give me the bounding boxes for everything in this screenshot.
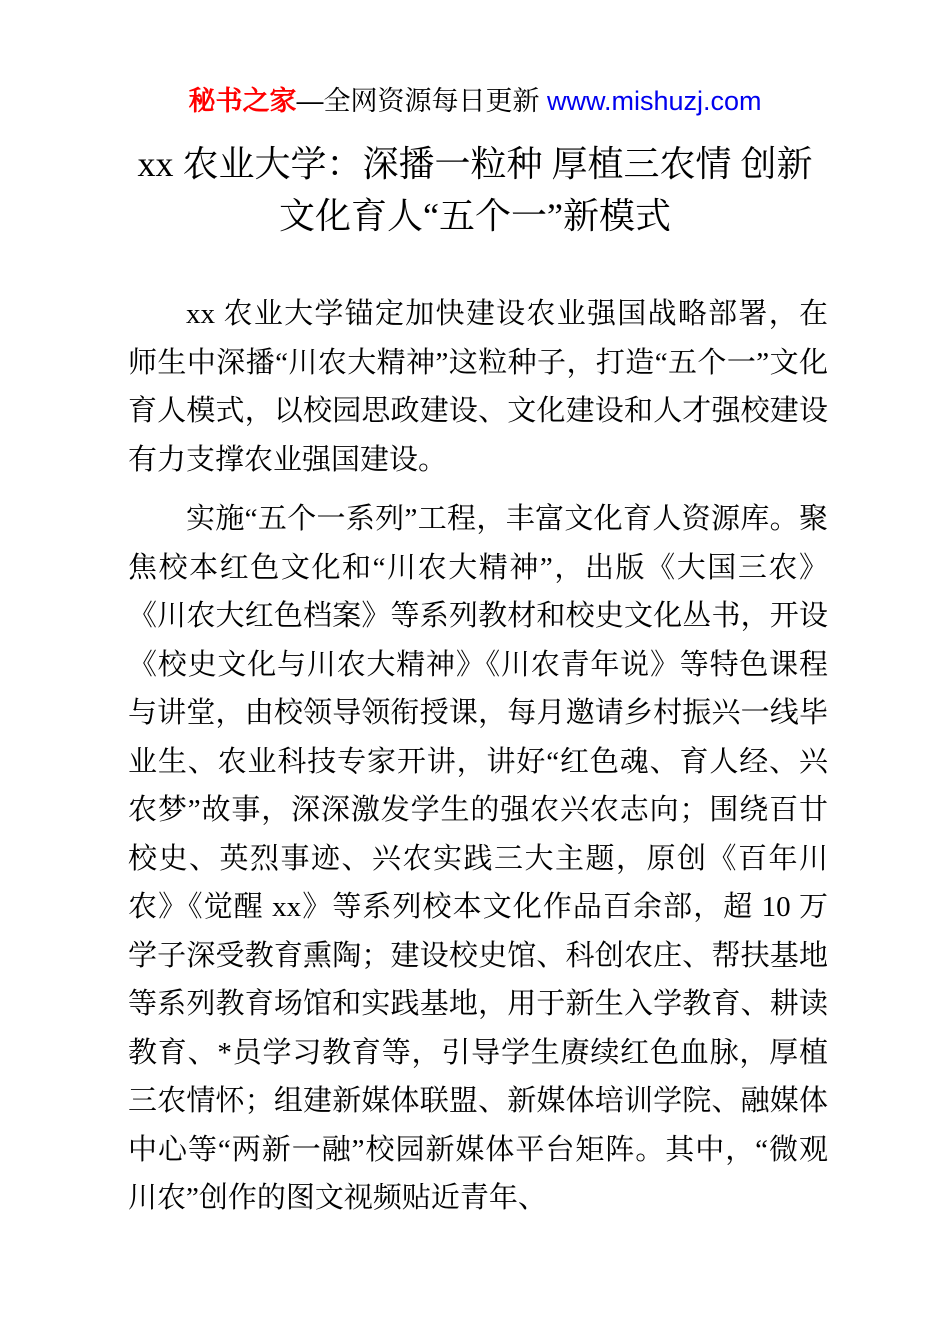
- document-title-line-1: xx 农业大学：深播一粒种 厚植三农情 创新: [137, 144, 813, 184]
- body-paragraph-1: xx 农业大学锚定加快建设农业强国战略部署，在师生中深播“川农大精神”这粒种子，打造“五个一”文化育人模式，以校园思政建设、文化建设和人才强校建设有力支撑农业强国建设。: [128, 298, 828, 476]
- document-body: [128, 290, 828, 1223]
- header-tagline: —全网资源每日更新: [296, 86, 547, 116]
- site-url-link[interactable]: www.mishuzj.com: [546, 86, 762, 116]
- document-title: [0, 138, 950, 242]
- site-header: [0, 84, 950, 118]
- brand-name: 秘书之家: [188, 86, 297, 116]
- body-paragraph-2: 实施“五个一系列”工程，丰富文化育人资源库。聚焦校本红色文化和“川农大精神”，出版《大国三农》《川农大红色档案》等系列教材和校史文化丛书，开设《校史文化与川农大精神》《川农青年说》等特色课程与讲堂，由校领导领衔授课，每月邀请乡村振兴一线毕业生、农业科技专家开讲，讲好“红色魂、育人经、兴农梦”故事，深深激发学生的强农兴农志向；围绕百廿校史、英烈事迹、兴农实践三大主题，原创《百年川农》《觉醒 xx》等系列校本文化作品百余部，超 10 万学子深受教育熏陶；建设校史馆、科创农庄、帮扶基地等系列教育场馆和实践基地，用于新生入学教育、耕读教育、*员学习教育等，引导学生赓续红色血脉，厚植三农情怀；组建新媒体联盟、新媒体培训学院、融媒体中心等“两新一融”校园新媒体平台矩阵。其中，“微观川农”创作的图文视频贴近青年、: [128, 503, 828, 1214]
- document-title-line-2: 文化育人“五个一”新模式: [279, 196, 671, 236]
